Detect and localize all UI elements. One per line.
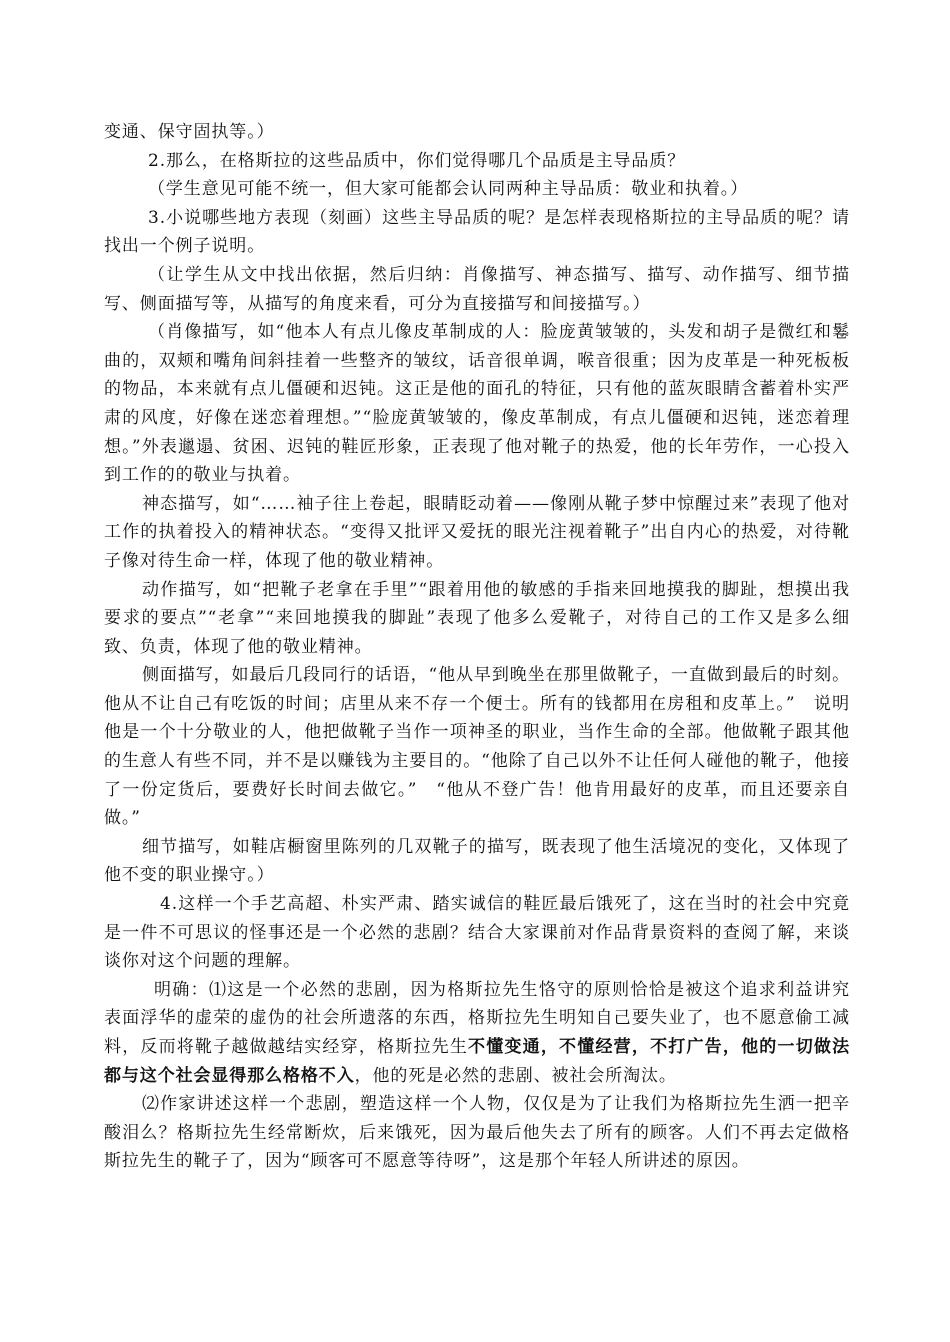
document-page (104, 118, 850, 1176)
side-description: 侧面描写，如最后几段同行的话语，“他从早到晚坐在那里做靴子，一直做到最后的时刻。他从不让自己有吃饭的时间；店里从来不存一个便士。所有的钱都用在房租和皮革上。” 说明他是一个十分敬业的人，他把做靴子当作一项神圣的职业，当作生命的全部。他做靴子跟其他的生意人有些不同，并不是以赚钱为主要目的。“他除了自己以外不让任何人碰他的靴子，他接了一份定货后，要费好长时间去做它。” “他从不登广告！他肯用最好的皮革，而且还要亲自做。” (104, 665, 850, 829)
expression-description: 神态描写，如“……袖子往上卷起，眼睛眨动着——像刚从靴子梦中惊醒过来”表现了他对工作的执着投入的精神状态。“变得又批评又爱抚的眼光注视着靴子”出自内心的热爱，对待靴子像对待生命一样，体现了他的敬业精神。 (104, 493, 850, 571)
answer-4-part-2: ⑵作家讲述这样一个悲剧，塑造这样一个人物，仅仅是为了让我们为格斯拉先生洒一把辛酸泪么？格斯拉先生经常断炊，后来饿死，因为最后他失去了所有的顾客。人们不再去定做格斯拉先生的靴子了，因为“顾客可不愿意等待呀”，这是那个年轻人所讲述的原因。 (104, 1094, 850, 1172)
question-2: 2.那么，在格斯拉的这些品质中，你们觉得哪几个品质是主导品质？ (148, 150, 686, 171)
answer-4-part-1 (104, 976, 850, 1090)
paragraph-continuation: 变通、保守固执等。） (104, 122, 275, 142)
question-4: 4.这样一个手艺高超、朴实严肃、踏实诚信的鞋匠最后饿死了，这在当时的社会中究竟是一件不可思议的怪事还是一个必然的悲剧？结合大家课前对作品背景资料的查阅了解，来谈谈你对这个问题的理解。 (104, 894, 850, 972)
answer-4-part-1-tail: ，他的死是必然的悲剧、被社会所淘汰。 (354, 1065, 677, 1086)
answer-3-summary: （让学生从文中找出依据，然后归纳：肖像描写、神态描写、描写、动作描写、细节描写、侧面描写等，从描写的角度来看，可分为直接描写和间接描写。） (104, 264, 850, 314)
answer-4-part-1-bold: 不懂变通，不懂经营，不打广告，他的一切做法都与这个社会显得那么格格不入 (104, 1037, 850, 1086)
question-3: 3.小说哪些地方表现（刻画）这些主导品质的呢？是怎样表现格斯拉的主导品质的呢？请找出一个例子说明。 (104, 207, 850, 257)
portrait-description: （肖像描写，如“他本人有点儿像皮革制成的人：脸庞黄皱皱的，头发和胡子是微红和鬈曲的，双颊和嘴角间斜挂着一些整齐的皱纹，话音很单调，喉音很重；因为皮革是一种死板板的物品，本来就有点儿僵硬和迟钝。这正是他的面孔的特征，只有他的蓝灰眼睛含蓄着朴实严肃的风度，好像在迷恋着理想。”“脸庞黄皱皱的，像皮革制成，有点儿僵硬和迟钝，迷恋着理想。”外表邋遢、贫困、迟钝的鞋匠形象，正表现了他对靴子的热爱，他的长年劳作，一心投入到工作的的敬业与执着。 (104, 322, 850, 486)
action-description: 动作描写，如“把靴子老拿在手里”“跟着用他的敏感的手指来回地摸我的脚趾，想摸出我要求的要点”“老拿”“来回地摸我的脚趾”表现了他多么爱靴子，对待自己的工作又是多么细致、负责，体现了他的敬业精神。 (104, 579, 850, 657)
answer-4-part-1-text: 明确：⑴这是一个必然的悲剧，因为格斯拉先生恪守的原则恰恰是被这个追求利益讲究表面浮华的虚荣的虚伪的社会所遗落的东西，格斯拉先生明知自己要失业了，也不愿意偷工减料，反而将靴子越做越结实经穿，格斯拉先生 (104, 979, 850, 1057)
answer-2-note: （学生意见可能不统一，但大家可能都会认同两种主导品质：敬业和执着。） (148, 179, 749, 200)
detail-description: 细节描写，如鞋店橱窗里陈列的几双靴子的描写，既表现了他生活境况的变化，又体现了他不变的职业操守。） (104, 836, 850, 886)
